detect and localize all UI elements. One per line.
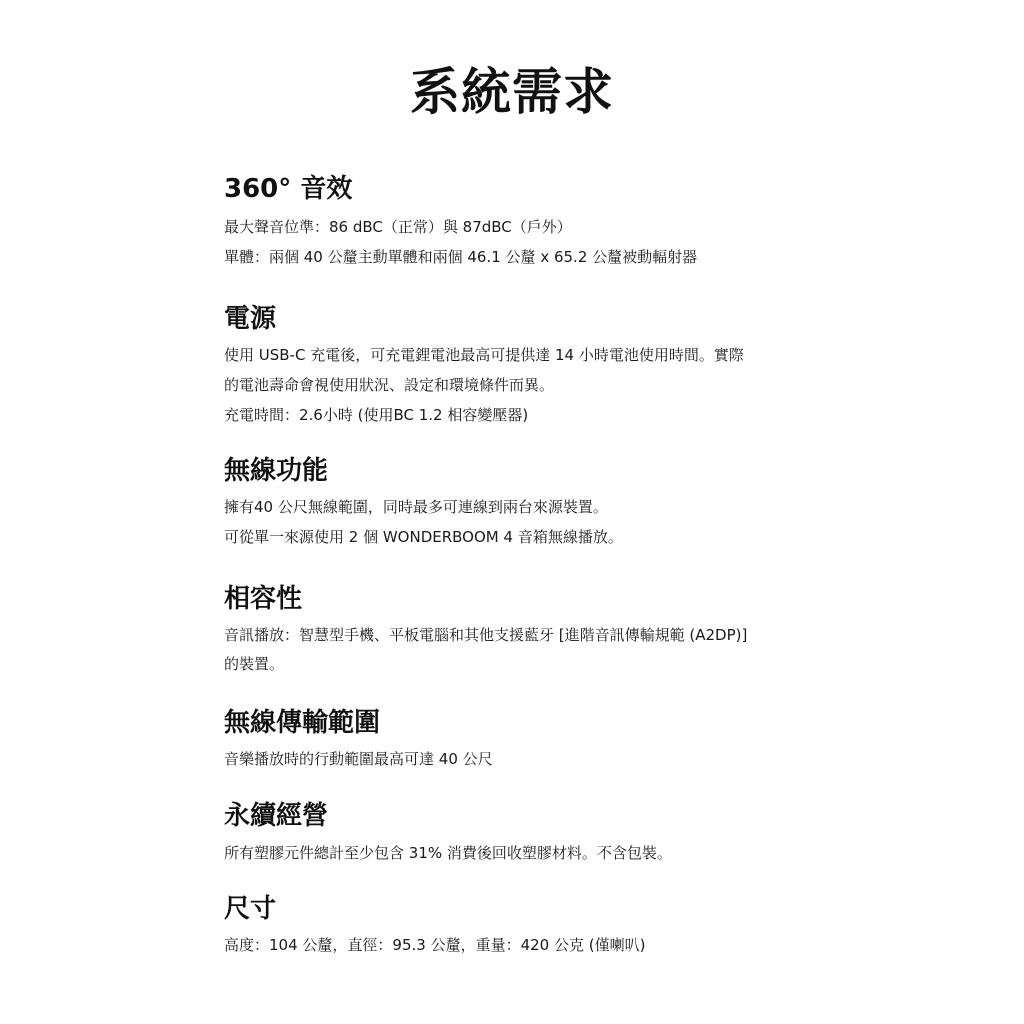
compatibility-spec-line: 的裝置。 (224, 655, 285, 673)
section-heading-audio: 360° 音效 (224, 174, 353, 204)
sustainability-spec-line: 所有塑膠元件總計至少包含 31% 消費後回收塑膠材料。不含包裝。 (224, 844, 672, 862)
section-heading-range: 無線傳輸範圍 (224, 708, 381, 738)
power-spec-line: 充電時間：2.6小時 (使用BC 1.2 相容變壓器) (224, 406, 529, 424)
section-heading-wireless: 無線功能 (224, 456, 329, 486)
audio-spec-line: 最大聲音位準：86 dBC（正常）與 87dBC（戶外） (224, 218, 572, 236)
section-heading-compatibility: 相容性 (224, 584, 303, 614)
page-title: 系統需求 (410, 63, 614, 121)
power-spec-line: 的電池壽命會視使用狀況、設定和環境條件而異。 (224, 376, 555, 394)
dimensions-spec-line: 高度：104 公釐，直徑：95.3 公釐，重量：420 公克 (僅喇叭) (224, 936, 646, 954)
power-spec-line: 使用 USB-C 充電後，可充電鋰電池最高可提供達 14 小時電池使用時間。實際 (224, 346, 744, 364)
wireless-spec-line: 可從單一來源使用 2 個 WONDERBOOM 4 音箱無線播放。 (224, 528, 623, 546)
wireless-spec-line: 擁有40 公尺無線範圍，同時最多可連線到兩台來源裝置。 (224, 498, 608, 516)
compatibility-spec-line: 音訊播放：智慧型手機、平板電腦和其他支援藍牙 [進階音訊傳輸規範 (A2DP)] (224, 626, 748, 644)
audio-spec-line: 單體：兩個 40 公釐主動單體和兩個 46.1 公釐 x 65.2 公釐被動輻射器 (224, 248, 698, 266)
range-spec-line: 音樂播放時的行動範圍最高可達 40 公尺 (224, 750, 493, 768)
section-heading-sustainability: 永續經營 (224, 801, 329, 831)
section-heading-dimensions: 尺寸 (224, 894, 277, 924)
section-heading-power: 電源 (224, 304, 277, 334)
